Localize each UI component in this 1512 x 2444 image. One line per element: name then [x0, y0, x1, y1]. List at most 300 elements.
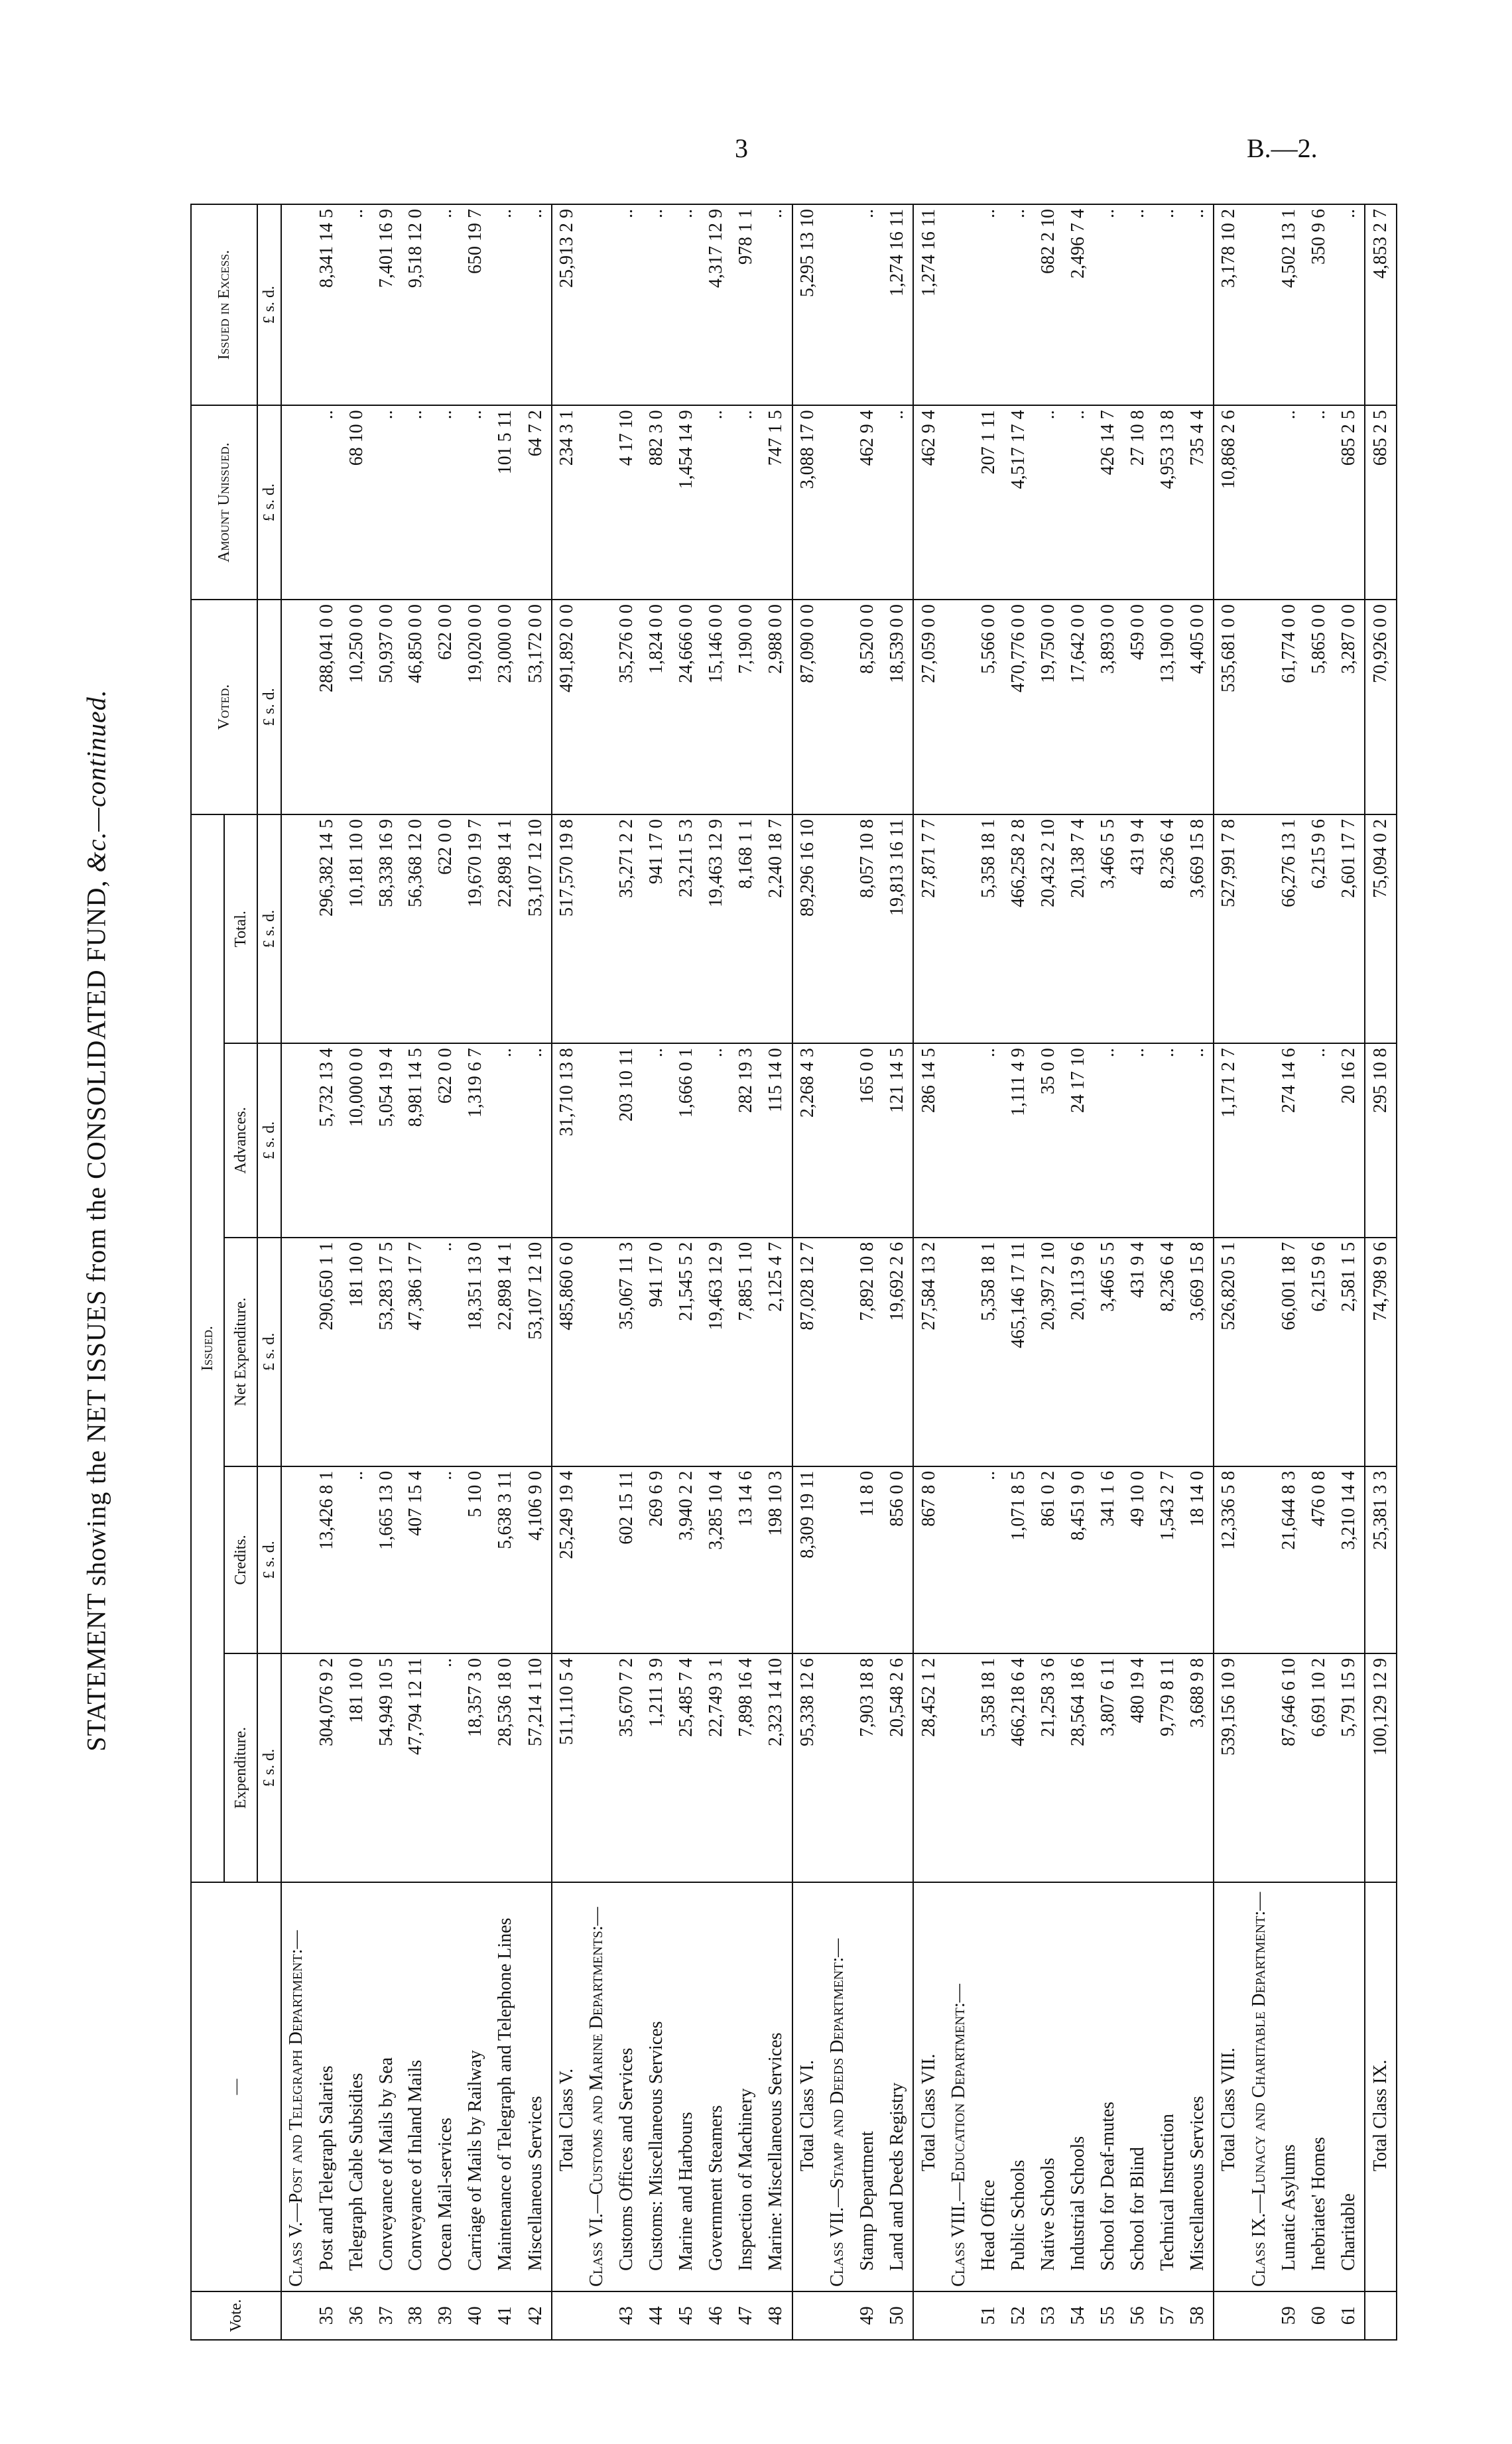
item-description: Public Schools	[1004, 1882, 1034, 2291]
expenditure-value: 2,323 14 10	[761, 1653, 792, 1882]
expenditure-value: 7,903 18 8	[853, 1653, 883, 1882]
total-label: Total Class VI.	[792, 1882, 823, 2291]
vote-number: 39	[431, 2291, 461, 2340]
total-value: 517,570 19 8	[552, 814, 582, 1043]
item-description: Lunatic Asylums	[1275, 1882, 1304, 2291]
vote-number: 49	[853, 2291, 883, 2340]
expenditure-value: 35,670 7 2	[612, 1653, 642, 1882]
excess-value: 3,178 10 2	[1214, 204, 1244, 405]
excess-value	[944, 204, 974, 405]
unissued-value: 64 7 2	[521, 405, 551, 600]
col-vote: Vote.	[191, 2291, 281, 2340]
item-description: Ocean Mail-services	[431, 1882, 461, 2291]
net-expenditure-value: 19,463 12 9	[702, 1238, 731, 1466]
credits-value: 476 0 8	[1304, 1466, 1334, 1653]
lsd-header: £ s. d.	[257, 1466, 281, 1653]
credits-value: 8,451 9 0	[1064, 1466, 1094, 1653]
vote-number: 40	[461, 2291, 491, 2340]
voted-value: 15,146 0 0	[702, 600, 731, 814]
credits-value: 21,644 8 3	[1275, 1466, 1304, 1653]
excess-value: 350 9 6	[1304, 204, 1334, 405]
net-issues-table	[190, 204, 1397, 2341]
class-heading-row	[582, 204, 612, 2340]
advances-value: 20 16 2	[1334, 1043, 1365, 1238]
credits-value: 8,309 19 11	[792, 1466, 823, 1653]
item-description: Inebriates' Homes	[1304, 1882, 1334, 2291]
unissued-value: ..	[702, 405, 731, 600]
unissued-value: ..	[883, 405, 913, 600]
voted-value: 622 0 0	[431, 600, 461, 814]
col-advances: Advances.	[224, 1043, 257, 1238]
net-expenditure-value: 3,466 5 5	[1094, 1238, 1123, 1466]
voted-value: 3,893 0 0	[1094, 600, 1123, 814]
expenditure-value: 3,807 6 11	[1094, 1653, 1123, 1882]
item-description: Customs: Miscellaneous Services	[642, 1882, 672, 2291]
total-label: Total Class VII.	[913, 1882, 944, 2291]
net-expenditure-value: 7,885 1 10	[731, 1238, 761, 1466]
voted-value: 50,937 0 0	[371, 600, 401, 814]
credits-value	[582, 1466, 612, 1653]
net-expenditure-value: 181 10 0	[342, 1238, 371, 1466]
net-expenditure-value: 526,820 5 1	[1214, 1238, 1244, 1466]
expenditure-value: 28,536 18 0	[491, 1653, 521, 1882]
advances-value	[1245, 1043, 1275, 1238]
total-value: 20,138 7 4	[1064, 814, 1094, 1043]
voted-value: 19,020 0 0	[461, 600, 491, 814]
expenditure-value: 1,211 3 9	[642, 1653, 672, 1882]
voted-value: 2,988 0 0	[761, 600, 792, 814]
unissued-value: ..	[1064, 405, 1094, 600]
credits-value: 341 1 6	[1094, 1466, 1123, 1653]
voted-value: 1,824 0 0	[642, 600, 672, 814]
excess-value: 1,274 16 11	[883, 204, 913, 405]
total-value: 2,240 18 7	[761, 814, 792, 1043]
excess-value	[582, 204, 612, 405]
net-expenditure-value: 2,125 4 7	[761, 1238, 792, 1466]
advances-value	[823, 1043, 853, 1238]
expenditure-value: 5,358 18 1	[974, 1653, 1004, 1882]
voted-value	[582, 600, 612, 814]
credits-value: 407 15 4	[401, 1466, 431, 1653]
unissued-value: 4,953 13 8	[1153, 405, 1183, 600]
advances-value: 31,710 13 8	[552, 1043, 582, 1238]
vote-number	[281, 2291, 312, 2340]
excess-value: ..	[1123, 204, 1153, 405]
net-expenditure-value: 22,898 14 1	[491, 1238, 521, 1466]
total-value: 8,057 10 8	[853, 814, 883, 1043]
expenditure-value: 5,791 15 9	[1334, 1653, 1365, 1882]
voted-value: 70,926 0 0	[1365, 600, 1397, 814]
vote-number: 50	[883, 2291, 913, 2340]
expenditure-value: 539,156 10 9	[1214, 1653, 1244, 1882]
page-number: 3	[735, 133, 748, 163]
class-heading: Class VII.—Stamp and Deeds Department:—	[823, 1882, 853, 2291]
advances-value: 5,732 13 4	[312, 1043, 342, 1238]
voted-value: 87,090 0 0	[792, 600, 823, 814]
expenditure-value: 466,218 6 4	[1004, 1653, 1034, 1882]
vote-number	[823, 2291, 853, 2340]
excess-value: ..	[761, 204, 792, 405]
net-expenditure-value: 20,397 2 10	[1034, 1238, 1064, 1466]
credits-value: 4,106 9 0	[521, 1466, 551, 1653]
unissued-value: 882 3 0	[642, 405, 672, 600]
net-expenditure-value: 21,545 5 2	[672, 1238, 702, 1466]
vote-number: 42	[521, 2291, 551, 2340]
voted-value: 4,405 0 0	[1183, 600, 1214, 814]
excess-value: 978 1 1	[731, 204, 761, 405]
unissued-value: ..	[461, 405, 491, 600]
voted-value: 13,190 0 0	[1153, 600, 1183, 814]
col-voted: Voted.	[191, 600, 257, 814]
total-value: 8,168 1 1	[731, 814, 761, 1043]
item-description: Marine: Miscellaneous Services	[761, 1882, 792, 2291]
expenditure-value	[944, 1653, 974, 1882]
col-excess: Issued in Excess.	[191, 204, 257, 405]
excess-value: 25,913 2 9	[552, 204, 582, 405]
voted-value	[823, 600, 853, 814]
total-value: 296,382 14 5	[312, 814, 342, 1043]
table-row	[491, 204, 521, 2340]
voted-value: 61,774 0 0	[1275, 600, 1304, 814]
table-row	[1304, 204, 1334, 2340]
voted-value: 7,190 0 0	[731, 600, 761, 814]
vote-number: 36	[342, 2291, 371, 2340]
total-value: 5,358 18 1	[974, 814, 1004, 1043]
unissued-value: ..	[1275, 405, 1304, 600]
credits-value: 1,665 13 0	[371, 1466, 401, 1653]
advances-value: ..	[702, 1043, 731, 1238]
unissued-value: ..	[731, 405, 761, 600]
table-row	[431, 204, 461, 2340]
expenditure-value	[582, 1653, 612, 1882]
excess-value: 682 2 10	[1034, 204, 1064, 405]
advances-value: 286 14 5	[913, 1043, 944, 1238]
lsd-header: £ s. d.	[257, 204, 281, 405]
unissued-value: 234 3 1	[552, 405, 582, 600]
unissued-value: 68 10 0	[342, 405, 371, 600]
total-value: 8,236 6 4	[1153, 814, 1183, 1043]
net-expenditure-value: 941 17 0	[642, 1238, 672, 1466]
credits-value: 602 15 11	[612, 1466, 642, 1653]
net-expenditure-value: 74,798 9 6	[1365, 1238, 1397, 1466]
total-value: 27,871 7 7	[913, 814, 944, 1043]
item-description: Charitable	[1334, 1882, 1365, 2291]
item-description: Post and Telegraph Salaries	[312, 1882, 342, 2291]
vote-number: 60	[1304, 2291, 1334, 2340]
net-expenditure-value: 7,892 10 8	[853, 1238, 883, 1466]
unissued-value	[281, 405, 312, 600]
net-expenditure-value: 431 9 4	[1123, 1238, 1153, 1466]
excess-value: 1,274 16 11	[913, 204, 944, 405]
item-description: Head Office	[974, 1882, 1004, 2291]
col-description: —	[191, 1882, 281, 2291]
credits-value: 25,381 3 3	[1365, 1466, 1397, 1653]
advances-value	[944, 1043, 974, 1238]
unissued-value: ..	[431, 405, 461, 600]
total-value: 6,215 9 6	[1304, 814, 1334, 1043]
net-expenditure-value	[1245, 1238, 1275, 1466]
credits-value	[1245, 1466, 1275, 1653]
expenditure-value: 9,779 8 11	[1153, 1653, 1183, 1882]
advances-value: 1,319 6 7	[461, 1043, 491, 1238]
advances-value: ..	[1123, 1043, 1153, 1238]
unissued-value	[582, 405, 612, 600]
unissued-value: 1,454 14 9	[672, 405, 702, 600]
vote-number: 45	[672, 2291, 702, 2340]
class-heading: Class VIII.—Education Department:—	[944, 1882, 974, 2291]
expenditure-value: 100,129 12 9	[1365, 1653, 1397, 1882]
total-value: 19,813 16 11	[883, 814, 913, 1043]
vote-number: 54	[1064, 2291, 1094, 2340]
excess-value: ..	[1183, 204, 1214, 405]
credits-value: 867 8 0	[913, 1466, 944, 1653]
unissued-value: 4 17 10	[612, 405, 642, 600]
credits-value: 3,940 2 2	[672, 1466, 702, 1653]
excess-value: ..	[612, 204, 642, 405]
voted-value: 5,566 0 0	[974, 600, 1004, 814]
excess-value: ..	[342, 204, 371, 405]
class-heading-row	[1245, 204, 1275, 2340]
item-description: School for Deaf-mutes	[1094, 1882, 1123, 2291]
total-value: 22,898 14 1	[491, 814, 521, 1043]
vote-number: 48	[761, 2291, 792, 2340]
excess-value: ..	[853, 204, 883, 405]
advances-value: 10,000 0 0	[342, 1043, 371, 1238]
total-value: 19,463 12 9	[702, 814, 731, 1043]
excess-value: 4,502 13 1	[1275, 204, 1304, 405]
item-description: Miscellaneous Services	[521, 1882, 551, 2291]
total-value: 2,601 17 7	[1334, 814, 1365, 1043]
total-value: 89,296 16 10	[792, 814, 823, 1043]
expenditure-value: 6,691 10 2	[1304, 1653, 1334, 1882]
item-description: Telegraph Cable Subsidies	[342, 1882, 371, 2291]
credits-value: 3,210 14 4	[1334, 1466, 1365, 1653]
credits-value: 861 0 2	[1034, 1466, 1064, 1653]
advances-value: 24 17 10	[1064, 1043, 1094, 1238]
credits-value	[944, 1466, 974, 1653]
voted-value: 5,865 0 0	[1304, 600, 1334, 814]
unissued-value	[1245, 405, 1275, 600]
net-expenditure-value: 8,236 6 4	[1153, 1238, 1183, 1466]
item-description: Maintenance of Telegraph and Telephone Lines	[491, 1882, 521, 2291]
class-heading-row	[823, 204, 853, 2340]
vote-number: 47	[731, 2291, 761, 2340]
expenditure-value	[281, 1653, 312, 1882]
total-value: 35,271 2 2	[612, 814, 642, 1043]
table-row	[401, 204, 431, 2340]
excess-value: 5,295 13 10	[792, 204, 823, 405]
col-expenditure: Expenditure.	[224, 1653, 257, 1882]
advances-value: 2,268 4 3	[792, 1043, 823, 1238]
vote-number: 57	[1153, 2291, 1183, 2340]
expenditure-value: ..	[431, 1653, 461, 1882]
vote-number: 55	[1094, 2291, 1123, 2340]
lsd-header: £ s. d.	[257, 1653, 281, 1882]
total-value: 19,670 19 7	[461, 814, 491, 1043]
net-expenditure-value	[281, 1238, 312, 1466]
expenditure-value: 7,898 16 4	[731, 1653, 761, 1882]
lsd-header: £ s. d.	[257, 600, 281, 814]
vote-number	[582, 2291, 612, 2340]
class-heading: Class IX.—Lunacy and Charitable Department:—	[1245, 1882, 1275, 2291]
unissued-value: 735 4 4	[1183, 405, 1214, 600]
expenditure-value: 54,949 10 5	[371, 1653, 401, 1882]
vote-number: 43	[612, 2291, 642, 2340]
advances-value: ..	[1094, 1043, 1123, 1238]
credits-value: 12,336 5 8	[1214, 1466, 1244, 1653]
vote-number	[552, 2291, 582, 2340]
expenditure-value: 480 19 4	[1123, 1653, 1153, 1882]
advances-value: ..	[521, 1043, 551, 1238]
voted-value	[281, 600, 312, 814]
vote-number: 46	[702, 2291, 731, 2340]
table-row	[642, 204, 672, 2340]
net-expenditure-value	[582, 1238, 612, 1466]
excess-value: 7,401 16 9	[371, 204, 401, 405]
col-unissued: Amount Unissued.	[191, 405, 257, 600]
table-row	[461, 204, 491, 2340]
unissued-value: 27 10 8	[1123, 405, 1153, 600]
expenditure-value: 25,485 7 4	[672, 1653, 702, 1882]
table-row	[1275, 204, 1304, 2340]
unissued-value: 101 5 11	[491, 405, 521, 600]
total-value: 66,276 13 1	[1275, 814, 1304, 1043]
col-total: Total.	[224, 814, 257, 1043]
advances-value: 35 0 0	[1034, 1043, 1064, 1238]
voted-value: 53,172 0 0	[521, 600, 551, 814]
table-row	[612, 204, 642, 2340]
advances-value: ..	[1304, 1043, 1334, 1238]
total-value: 23,211 5 3	[672, 814, 702, 1043]
excess-value: 2,496 7 4	[1064, 204, 1094, 405]
credits-value: 18 14 0	[1183, 1466, 1214, 1653]
vote-number: 38	[401, 2291, 431, 2340]
table-row	[672, 204, 702, 2340]
excess-value: ..	[642, 204, 672, 405]
unissued-value: ..	[1304, 405, 1334, 600]
expenditure-value: 28,452 1 2	[913, 1653, 944, 1882]
table-row	[1094, 204, 1123, 2340]
advances-value: 1,666 0 1	[672, 1043, 702, 1238]
unissued-value: 10,868 2 6	[1214, 405, 1244, 600]
table-row	[853, 204, 883, 2340]
total-value	[944, 814, 974, 1043]
credits-value: ..	[974, 1466, 1004, 1653]
excess-value: ..	[491, 204, 521, 405]
expenditure-value: 47,794 12 11	[401, 1653, 431, 1882]
voted-value: 288,041 0 0	[312, 600, 342, 814]
item-description: Conveyance of Mails by Sea	[371, 1882, 401, 2291]
net-expenditure-value: 53,107 12 10	[521, 1238, 551, 1466]
class-heading-row	[944, 204, 974, 2340]
credits-value: 1,071 8 5	[1004, 1466, 1034, 1653]
total-value	[281, 814, 312, 1043]
net-expenditure-value	[944, 1238, 974, 1466]
unissued-value: 685 2 5	[1365, 405, 1397, 600]
table-row	[974, 204, 1004, 2340]
expenditure-value: 57,214 1 10	[521, 1653, 551, 1882]
unissued-value: 685 2 5	[1334, 405, 1365, 600]
advances-value: 622 0 0	[431, 1043, 461, 1238]
excess-value: 4,317 12 9	[702, 204, 731, 405]
item-description: School for Blind	[1123, 1882, 1153, 2291]
advances-value: 5,054 19 4	[371, 1043, 401, 1238]
vote-number: 51	[974, 2291, 1004, 2340]
total-row	[913, 204, 944, 2340]
advances-value: ..	[1183, 1043, 1214, 1238]
total-value: 466,258 2 8	[1004, 814, 1034, 1043]
voted-value: 17,642 0 0	[1064, 600, 1094, 814]
advances-value: 121 14 5	[883, 1043, 913, 1238]
total-value: 58,338 16 9	[371, 814, 401, 1043]
voted-value: 18,539 0 0	[883, 600, 913, 814]
net-expenditure-value: 53,283 17 5	[371, 1238, 401, 1466]
credits-value: 198 10 3	[761, 1466, 792, 1653]
net-expenditure-value: ..	[431, 1238, 461, 1466]
expenditure-value: 181 10 0	[342, 1653, 371, 1882]
total-label: Total Class V.	[552, 1882, 582, 2291]
class-heading: Class VI.—Customs and Marine Departments:—	[582, 1882, 612, 2291]
vote-number	[1365, 2291, 1397, 2340]
excess-value: 8,341 14 5	[312, 204, 342, 405]
net-expenditure-value: 6,215 9 6	[1304, 1238, 1334, 1466]
credits-value: 49 10 0	[1123, 1466, 1153, 1653]
advances-value: ..	[642, 1043, 672, 1238]
issues-table-container	[190, 204, 1397, 2341]
item-description: Inspection of Machinery	[731, 1882, 761, 2291]
title-main: STATEMENT showing the NET ISSUES from the CONSOLIDATED FUND,	[81, 872, 111, 1752]
total-row	[792, 204, 823, 2340]
excess-value: ..	[1094, 204, 1123, 405]
total-row	[1214, 204, 1244, 2340]
credits-value: 13 14 6	[731, 1466, 761, 1653]
advances-value: 8,981 14 5	[401, 1043, 431, 1238]
credits-value: 25,249 19 4	[552, 1466, 582, 1653]
item-description: Carriage of Mails by Railway	[461, 1882, 491, 2291]
vote-number: 56	[1123, 2291, 1153, 2340]
excess-value: 4,853 2 7	[1365, 204, 1397, 405]
lsd-header: £ s. d.	[257, 1238, 281, 1466]
expenditure-value: 18,357 3 0	[461, 1653, 491, 1882]
advances-value: 165 0 0	[853, 1043, 883, 1238]
total-value: 75,094 0 2	[1365, 814, 1397, 1043]
credits-value: 856 0 0	[883, 1466, 913, 1653]
col-credits: Credits.	[224, 1466, 257, 1653]
col-issued: Issued.	[191, 814, 224, 1882]
vote-number	[1214, 2291, 1244, 2340]
table-row	[1034, 204, 1064, 2340]
expenditure-value: 28,564 18 6	[1064, 1653, 1094, 1882]
net-expenditure-value: 2,581 1 5	[1334, 1238, 1365, 1466]
total-value: 10,181 10 0	[342, 814, 371, 1043]
credits-value	[823, 1466, 853, 1653]
voted-value: 8,520 0 0	[853, 600, 883, 814]
item-description: Native Schools	[1034, 1882, 1064, 2291]
class-heading: Class V.—Post and Telegraph Department:—	[281, 1882, 312, 2291]
item-description: Industrial Schools	[1064, 1882, 1094, 2291]
total-row	[552, 204, 582, 2340]
total-value: 3,466 5 5	[1094, 814, 1123, 1043]
total-value	[582, 814, 612, 1043]
vote-number: 53	[1034, 2291, 1064, 2340]
total-value: 3,669 15 8	[1183, 814, 1214, 1043]
advances-value: 295 10 8	[1365, 1043, 1397, 1238]
item-description: Miscellaneous Services	[1183, 1882, 1214, 2291]
net-expenditure-value: 87,028 12 7	[792, 1238, 823, 1466]
total-label: Total Class VIII.	[1214, 1882, 1244, 2291]
voted-value: 491,892 0 0	[552, 600, 582, 814]
table-row	[1334, 204, 1365, 2340]
